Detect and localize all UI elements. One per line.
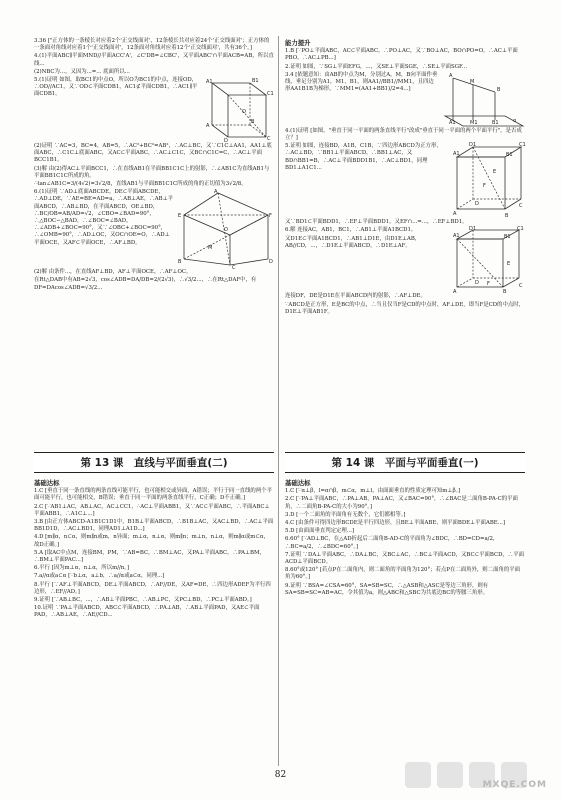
- answer-r3: 3.4 [依题意知：由AB的中点为M，分别过A，M，B向平面作垂线，垂足分别为A1，M1，B1，则AA1//BB1//MM1，且四边形AA1B1B为梯形，∵MM1=(AA1+BB1)/2=4...]: [285, 71, 438, 93]
- lesson-13-answer: 6.平行 [因为m⊥α，n⊥α，所以m//n。]: [34, 565, 130, 572]
- lesson-14-answer: 3.D [一个二面角的平面角有无数个，它们都相等。]: [285, 511, 406, 518]
- svg-text:D: D: [475, 280, 479, 287]
- lesson-13-answer: 8.平行 [∵AF⊥平面ABCD，DE⊥平面ABCD，∴AF//DE，又AF=DE，∴四边形ADEF为平行四边形，∴EF//AD。]: [34, 581, 271, 595]
- svg-text:B1: B1: [492, 119, 499, 126]
- svg-text:A: A: [214, 189, 218, 196]
- svg-text:D: D: [269, 259, 273, 266]
- svg-text:C: C: [232, 265, 236, 272]
- answer-5-part2: (2)证明 ∵AC=3，BC=4，AB=5，∴AC²+BC²=AB²，∴AC⊥BC，又∵C1C⊥AA1，AA1⊥底面ABC，∴C1C⊥底面ABC，又AC⊂平面ABC，∴AC⊥C1C，又BC∩C1C=C，∴AC⊥平面BCC1B1。: [34, 143, 272, 164]
- answer-3: 3.36 ["正方体的一条棱长对应着2个'正交线面对'，12条棱长共对应着24个'正交线面对'；正方体的一条面对角线对应着1个'正交线面对'，12条面对角线对应着12个'正交线面对'，共有36个。]: [34, 38, 270, 52]
- svg-text:C1: C1: [267, 91, 274, 98]
- answer-6-part1: 6.(1)证明 ∵AD⊥底面ABCDE，DE⊂平面ABCDE，∴AD⊥DE，∵AE=BE=AD=a，∴AB⊥AE，∴AB⊥平面ABCD，∴AB⊥BD，在平面ABCD，OE⊥BD，∴BC/OB=AB/AD=√2，∠CBO=∠BAD=90°，∴△BOC∽△BAD，∴∠BOC=∠BAD，∴∠ADB+∠BOC=90°，又∵∠OBC+∠BOC=90°，∴∠OMB=90°，∴AD⊥OC，又OC∩OE=O，∴AD⊥平面OCE，又AF⊂平面OCE，∴AF⊥BD。: [34, 189, 174, 246]
- svg-text:E: E: [507, 261, 511, 268]
- svg-text:O: O: [242, 109, 246, 116]
- svg-text:B1: B1: [504, 234, 511, 241]
- svg-text:A: A: [206, 123, 210, 130]
- lesson-14-answer: 4.C [由条件可得四边形BCDE是平行四边形，且BE⊥平面ABE，则平面BDE⊥平面ABE...]: [285, 520, 505, 527]
- column-divider: [278, 36, 279, 766]
- answer-4-part1: 4.(1)平面ABC∥平面MND//平面ACC'A'，∠C'DB=∠CBC'，又平面ABC'∩平面ACB=AB，所以直线...: [34, 53, 274, 67]
- svg-text:M1: M1: [470, 119, 478, 126]
- svg-text:C: C: [519, 203, 523, 210]
- figure-cube-q5: [453, 143, 525, 219]
- lesson-14-title: 第 14 课 平面与平面垂直(一): [285, 452, 525, 473]
- svg-text:A: A: [453, 289, 457, 296]
- lesson-13-answer: 7.a//α或a⊂α [∵b⊥α，a⊥b，∴a//α或a⊂α，同理...]: [34, 573, 165, 580]
- lesson-13-answer: 4.D [m∥α，n⊂α，则m∥n或m，n异面；m⊥α，n⊥α，则m∥n；m⊥n，n⊥α，则m∥α或m⊂α，故D正确。]: [34, 534, 269, 548]
- lesson-14-answer: 5.D [由面面垂直判定定理...]: [285, 528, 355, 535]
- svg-text:A: A: [453, 211, 457, 218]
- svg-text:B: B: [178, 259, 182, 266]
- svg-text:F: F: [269, 213, 272, 220]
- svg-text:B1: B1: [252, 78, 259, 85]
- svg-text:B1: B1: [506, 152, 513, 159]
- svg-text:C1: C1: [517, 226, 524, 233]
- svg-text:F: F: [487, 281, 490, 288]
- right-column: [285, 38, 525, 317]
- svg-text:M: M: [470, 78, 475, 85]
- svg-text:B: B: [505, 213, 509, 220]
- answer-r6-part3: 连接DF，DE是D1E在平面ABCD内的射影，∴AF⊥DE。: [285, 293, 426, 300]
- svg-text:F: F: [483, 183, 486, 190]
- svg-text:D: D: [475, 201, 479, 208]
- svg-text:D: D: [224, 138, 228, 145]
- section-head-basic-13: 基础达标: [34, 479, 60, 487]
- lesson-14-answer: 6.60° [∵AD⊥BC，在△AD折起后二面角B-AD-C的平面角为∠BDC，∴BD=CD=a/2，∴BC=a/2，∴∠BDC=60°。]: [285, 536, 499, 550]
- svg-text:A1: A1: [453, 151, 460, 158]
- lesson-13-answer: 9.证明 [∵AB⊥BC，...，∴AB⊥平面PBC，∴AB⊥PC，又PC⊥BD，∴PC⊥平面ABD。]: [34, 597, 252, 604]
- answer-r4: 4.(1)证明 [如图，"垂直于同一平面的两条直线平行"改成"垂直于同一平面的两个平面平行"，是否成立？]: [285, 127, 522, 142]
- svg-text:A: A: [449, 72, 453, 79]
- answer-6-part2: (2)解 由条件...，在直线AF⊥BD，AF⊥平面OCE，∴AF⊥OC。: [34, 269, 192, 276]
- answer-6-part3: 在Rt△DAB中有AB=2√3，cos∠ADB=DA/DB=2/(2√3)，∴√3/2...，∴在Rt△DAF中，有DF=DAcos∠ADB=√3/2...: [34, 277, 257, 291]
- page-number: 82: [274, 770, 287, 780]
- svg-text:C1: C1: [519, 142, 526, 149]
- svg-text:α: α: [513, 117, 517, 124]
- lesson-13-answers: [34, 478, 274, 621]
- figure-prism-q5: [204, 77, 274, 143]
- lesson-14-answer: 1.C [∵α⊥β，l=α∩β，m⊂α，m⊥l，由面面垂直的性质定理可知m⊥β。]: [285, 488, 461, 495]
- svg-text:A1: A1: [449, 119, 456, 126]
- section-head-ability: 能力提升: [285, 39, 311, 47]
- answer-r1: 1.B [∵PO⊥平面ABC，AC⊂平面ABC，∴PO⊥AC，又∵BO⊥AC，BO∩PO=O，∴AC⊥平面PBO，∴AC⊥PB...]: [285, 48, 518, 62]
- svg-text:E: E: [178, 213, 182, 220]
- lesson-14-answers: [285, 478, 525, 598]
- svg-text:C: C: [519, 283, 523, 290]
- svg-text:D1: D1: [469, 226, 477, 233]
- answer-r6-part1: 6.解 连接AC，AB1，BC1，∴AB1⊥平面A1BCD1。: [285, 227, 417, 234]
- svg-text:C: C: [267, 136, 271, 143]
- lesson-14-answer: 7.证明 ∵DA⊥平面ABC，∴DA⊥BC，又BC⊥AC，∴BC⊥平面ACD，又BC⊂平面BCD，∴平面ACD⊥平面BCD。: [285, 551, 524, 566]
- answer-4-part2: (2)NBC为...，又因为...=... 底面所以...: [34, 68, 130, 75]
- lesson-14-answer: 8.60°或120° [若点P在二面角内，则二面角的平面角为120°；若点P在二面角外，则二面角的平面角为60°。]: [285, 567, 521, 581]
- svg-text:A1: A1: [453, 233, 460, 240]
- svg-text:D1: D1: [469, 142, 477, 149]
- svg-text:O: O: [224, 227, 228, 234]
- lesson-13-answer: 1.C [垂直于同一条直线的两条直线可能平行，也可能相交或异面，A错误；平行于同一直线的两个平面可能平行，也可能相交，B错误；垂直于同一平面的两条直线平行，C正确；D不正确。]: [34, 488, 272, 502]
- answer-r6-part4: ∵ABCD是正方形，E是BC的中点，∴当且仅当F是CD的中点时，AF⊥DE，即当F是CD的中点时，D1E⊥平面AB1F。: [285, 301, 525, 315]
- answer-r5-part1: 5.证明 如图，连接BD，A1B，C1B，∵四边形ABCD为正方形，∴AC⊥BD，∵BB1⊥平面ABCD，∴BB1⊥AC，又BD∩BB1=B，∴AC⊥平面BDD1B1，∴AC⊥BD1，同理BD1⊥A1C1...: [285, 143, 442, 171]
- lesson-13-answer: 3.B [由正方体ABCD-A1B1C1D1中，B1B⊥平面ABCD，∴B1B⊥AC，又AC⊥BD，∴AC⊥平面BB1D1D，∴AC⊥BD1，同理AD1⊥A1D...]: [34, 519, 274, 533]
- lesson-14-answer: 2.C [∵PA⊥平面ABC，∴PA⊥AB，PA⊥AC，又∠BAC=90°，∴∠BAC是二面角B-PA-C的平面角，∴二面角B-PA-C的大小为90°。]: [285, 496, 518, 510]
- svg-text:B: B: [251, 119, 255, 126]
- left-column: [34, 38, 274, 293]
- figure-pyramid-q6: [178, 189, 274, 272]
- svg-text:M: M: [208, 245, 213, 252]
- svg-text:B: B: [497, 86, 501, 93]
- answer-r6-part2: 又D1E⊂平面A1BCD1，∴AB1⊥D1E，由D1E⊥AB，AB//CD，...，∴D1E⊥平面ABCD，∴D1E⊥AF。: [285, 235, 421, 249]
- svg-text:E: E: [493, 169, 497, 176]
- lesson-13-answer: 2.C [∵AB1⊥AC，AB⊥AC，AC⊥CC1，∴AC⊥平面ABB1，又∵AC⊂平面ABC，∴平面ABC⊥平面ABB1，∴A1C⊥...]: [34, 503, 270, 517]
- answer-5-part3: (3)解 由(2)得AC⊥平面BCC1，∴在直线AB1在平面BB1C1C上的射影，∴∠AB1C为直线AB1与平面BB1C1C所成的角。: [34, 165, 270, 179]
- svg-text:B: B: [503, 289, 507, 296]
- lesson-13-title: 第 13 课 直线与平面垂直(二): [34, 452, 274, 473]
- svg-text:A1: A1: [206, 79, 213, 86]
- figure-plane-q3: [443, 72, 525, 128]
- answer-5-part4: ∴tan∠AB1C=3/(4√2)=3√2/8，直线AB1与平面BB1C1C所成的角的正切值为3√2/8。: [34, 181, 247, 188]
- figure-cube-q6: [453, 226, 525, 296]
- answer-5-part1: 5.(1)证明 如图，取BC1的中点O，所以O为BC1的中点，连接OD，∴OD//AC1，又∵OD⊂平面CDB1，AC1⊄平面CDB1，∴AC1∥平面CDB1。: [34, 77, 198, 98]
- answer-r2: 2.证明 如图，∵SG⊥平面EFG，...，又SE⊥平面SGE，∴SE⊥平面SGF...: [285, 63, 468, 70]
- lesson-13-answer: 5.A [取AC中点M，连接BM，PM，∵AB=BC，∴BM⊥AC，又PA⊥平面ABC，∴PA⊥BM，∴BM⊥平面PAC...]: [34, 549, 265, 564]
- section-head-basic-14: 基础达标: [285, 479, 311, 487]
- watermark-text: MXQE.COM: [482, 780, 547, 790]
- lesson-13-answer: 10.证明 ∵PA⊥平面ABCD，ABC⊂平面ABCD，∴PA⊥AB，∴AB⊥平面PAD，又AE⊂平面PAD，∴AB⊥AE，∴AE//CD...: [34, 605, 260, 619]
- lesson-14-answer: 9.证明 ∵BSA=∠CSA=60°，SA=SB=SC，∴△ASB和△ASC是等边三角形，则有SA=SB=SC=AB=AC，令其值为a，则△ABC和△SBC为共底边BC的等腰三角形。: [285, 582, 489, 596]
- answer-r5-part2: 又∵BD1⊂平面BDD1，∴EF⊥平面BDD1，又EF∩...=...，∴EF⊥BD1。: [285, 219, 468, 226]
